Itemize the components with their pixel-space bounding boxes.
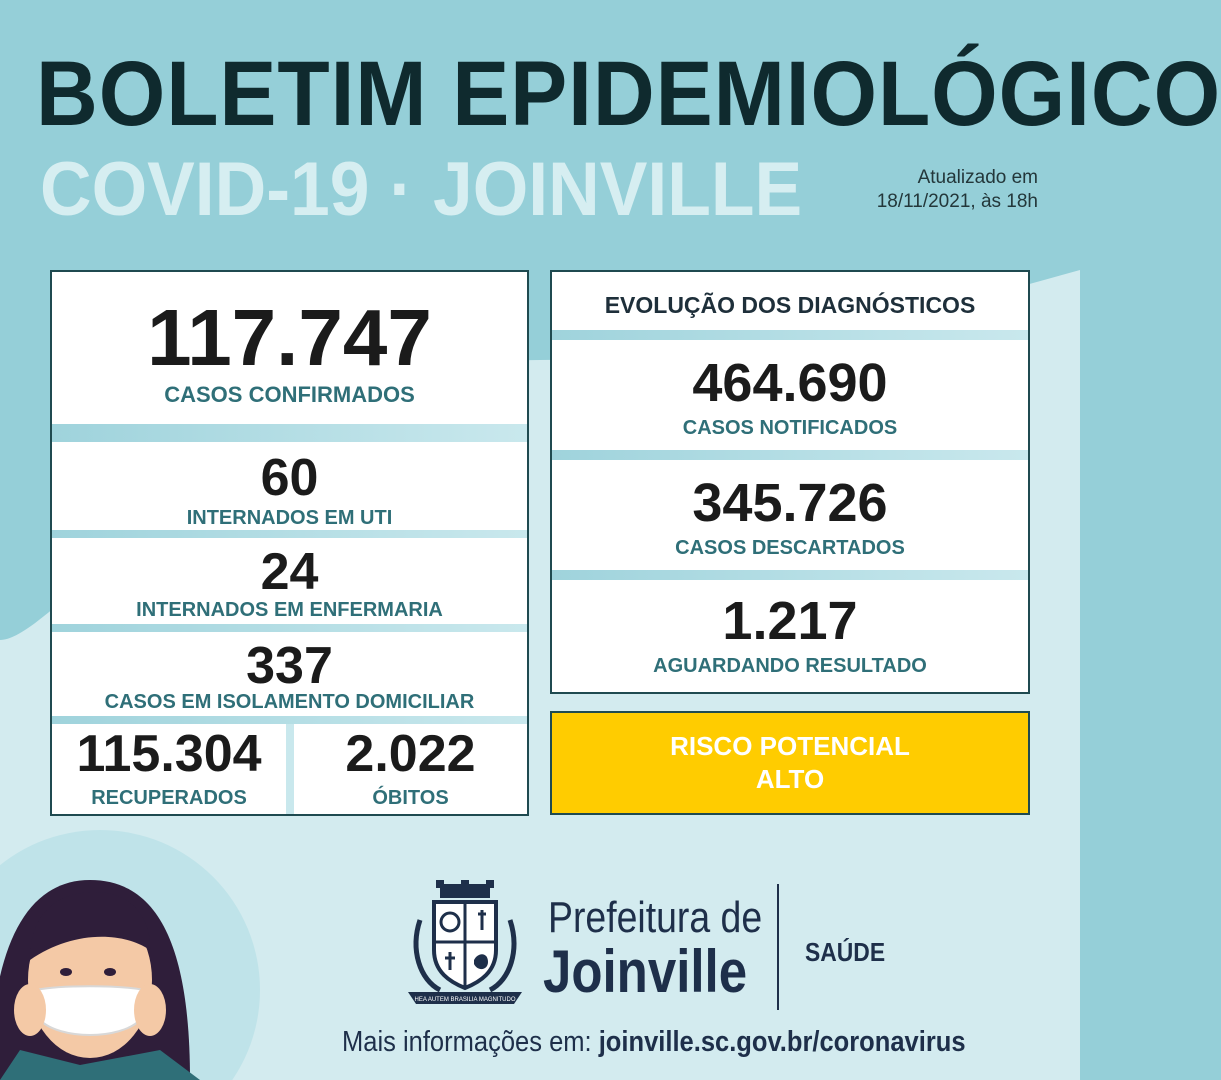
department-label: SAÚDE <box>805 937 886 967</box>
isolation-label: CASOS EM ISOLAMENTO DOMICILIAR <box>104 691 475 713</box>
separator <box>552 570 1028 580</box>
separator <box>52 530 527 538</box>
ward-label: INTERNADOS EM ENFERMARIA <box>136 599 443 621</box>
more-info-link[interactable]: joinville.sc.gov.br/coronavirus <box>598 1026 966 1058</box>
prefeitura-label: Prefeitura de <box>548 893 763 942</box>
separator <box>286 724 294 814</box>
updated-timestamp <box>877 166 1038 214</box>
separator <box>52 624 527 632</box>
uti-label: INTERNADOS EM UTI <box>186 507 393 529</box>
ward-value: 24 <box>260 543 319 601</box>
separator <box>52 716 527 724</box>
cases-panel <box>50 270 529 816</box>
separator <box>52 424 527 442</box>
more-info-prefix: Mais informações em: <box>342 1026 592 1058</box>
discarded-label: CASOS DESCARTADOS <box>675 537 905 559</box>
recovered-label: RECUPERADOS <box>91 787 247 809</box>
pending-value: 1.217 <box>722 591 858 651</box>
notified-value: 464.690 <box>692 353 888 413</box>
coat-of-arms-icon <box>400 880 530 1010</box>
diagnostics-heading: EVOLUÇÃO DOS DIAGNÓSTICOS <box>604 292 976 318</box>
coat-of-arms-motto: HEA AUTEM BRASILIA MAGNITUDO <box>414 997 516 1003</box>
city-name: Joinville <box>543 938 748 1005</box>
isolation-value: 337 <box>246 637 333 695</box>
risk-label: RISCO POTENCIAL <box>670 731 910 761</box>
confirmed-cases-label: CASOS CONFIRMADOS <box>164 382 415 407</box>
discarded-value: 345.726 <box>692 473 888 533</box>
separator <box>552 450 1028 460</box>
recovered-box <box>52 724 286 814</box>
page-title: BOLETIM EPIDEMIOLÓGICO <box>36 43 1221 145</box>
masked-woman-illustration <box>0 840 260 1080</box>
notified-label: CASOS NOTIFICADOS <box>682 417 898 439</box>
more-info-line <box>342 1026 966 1059</box>
updated-date: 18/11/2021, às 18h <box>876 191 1038 212</box>
risk-value: ALTO <box>755 764 825 794</box>
recovered-value: 115.304 <box>76 725 262 783</box>
updated-label: Atualizado em <box>917 167 1038 188</box>
separator <box>552 330 1028 340</box>
divider <box>777 884 779 1010</box>
risk-level-box <box>550 711 1030 815</box>
diagnostics-panel <box>550 270 1030 694</box>
pending-label: AGUARDANDO RESULTADO <box>653 655 927 677</box>
deaths-box <box>294 724 527 814</box>
uti-value: 60 <box>260 449 319 507</box>
deaths-value: 2.022 <box>345 725 476 783</box>
page-subtitle: COVID-19 · JOINVILLE <box>40 147 803 232</box>
deaths-label: ÓBITOS <box>372 787 449 809</box>
confirmed-cases-value: 117.747 <box>147 293 432 382</box>
